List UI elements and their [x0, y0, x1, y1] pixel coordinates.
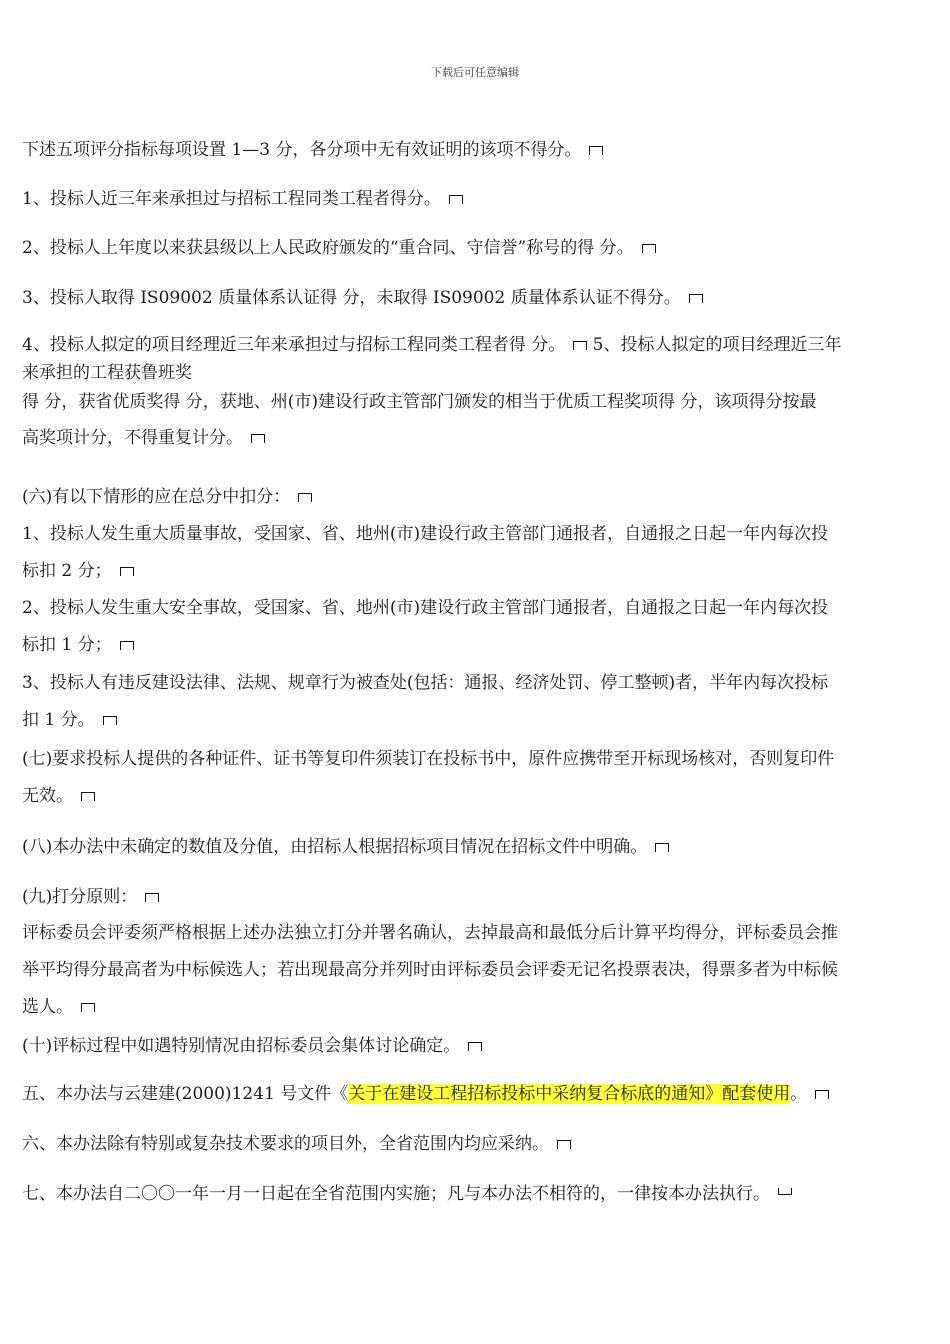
paragraph-line — [22, 553, 940, 590]
paragraph-mark-icon — [81, 1003, 95, 1012]
paragraph-mark-icon — [298, 493, 312, 502]
paragraph-deductions-heading — [22, 479, 940, 516]
paragraph-line: (七)要求投标人提供的各种证件、证书等复印件须装订在投标书中，原件应携带至开标现场核对，否则复印件 — [22, 749, 835, 769]
paragraph-line: 来承担的工程获鲁班奖 — [22, 363, 192, 383]
paragraph-mark-icon — [145, 893, 159, 902]
paragraph-item-3 — [22, 280, 940, 317]
paragraph-line — [22, 989, 940, 1026]
paragraph-text: 4、投标人拟定的项目经理近三年来承担过与招标工程同类工程者得 分。 — [22, 335, 566, 355]
paragraph-text: 3、投标人取得 IS09002 质量体系认证得 分，未取得 IS09002 质量体系认证不得分。 — [22, 288, 681, 308]
paragraph-mark-icon — [468, 1042, 482, 1051]
section-end-mark-icon — [778, 1188, 792, 1195]
paragraph-text: 选人。 — [22, 997, 73, 1017]
paragraph-text: 七、本办法自二〇〇一年一月一日起在全省范围内实施；凡与本办法不相符的，一律按本办法执行。 — [22, 1184, 770, 1204]
paragraph-mark-icon — [81, 792, 95, 801]
paragraph-mark-icon — [251, 434, 265, 443]
page-header-note: 下载后可任意编辑 — [431, 66, 519, 79]
paragraph-mark-icon — [120, 567, 134, 576]
paragraph-mark-icon — [573, 341, 587, 350]
paragraph-section-9 — [22, 879, 940, 916]
paragraph-article-5 — [22, 1076, 940, 1113]
paragraph-line — [22, 778, 940, 815]
paragraph-text: 高奖项计分，不得重复计分。 — [22, 428, 243, 448]
paragraph-line: 1、投标人发生重大质量事故，受国家、省、地州(市)建设行政主管部门通报者，自通报之日起一年内每次投 — [22, 524, 829, 544]
paragraph-text: (八)本办法中未确定的数值及分值，由招标人根据招标项目情况在招标文件中明确。 — [22, 837, 648, 857]
paragraph-deduction-1 — [22, 516, 940, 590]
highlighted-document-title: 关于在建设工程招标投标中采纳复合标底的通知》配套使用 — [348, 1084, 791, 1104]
paragraph-mark-icon — [642, 244, 656, 253]
paragraph-text: 六、本办法除有特别或复杂技术要求的项目外，全省范围内均应采纳。 — [22, 1134, 549, 1154]
paragraph-text: 无效。 — [22, 786, 73, 806]
paragraph-section-8 — [22, 829, 940, 866]
paragraph-line: 得 分，获省优质奖得 分，获地、州(市)建设行政主管部门颁发的相当于优质工程奖项得 分，该项得分按最 — [22, 392, 817, 412]
paragraph-text: 标扣 2 分； — [22, 561, 112, 581]
paragraph-line — [22, 702, 940, 739]
paragraph-item-1 — [22, 181, 940, 218]
paragraph-line — [22, 330, 940, 360]
paragraph-text: 。 — [790, 1084, 808, 1104]
paragraph-item-4-5 — [22, 330, 940, 458]
paragraph-text: (九)打分原则： — [22, 887, 138, 907]
paragraph-mark-icon — [689, 294, 703, 303]
paragraph-text: 五、本办法与云建建(2000)1241 号文件《 — [22, 1084, 349, 1104]
paragraph-mark-icon — [557, 1140, 571, 1149]
paragraph-scoring-principle — [22, 915, 940, 1026]
paragraph-article-6 — [22, 1126, 940, 1163]
paragraph-section-7 — [22, 741, 940, 815]
paragraph-mark-icon — [655, 843, 669, 852]
paragraph-text: (十)评标过程中如遇特别情况由招标委员会集体讨论确定。 — [22, 1036, 461, 1056]
paragraph-text: (六)有以下情形的应在总分中扣分： — [22, 487, 291, 507]
paragraph-line: 3、投标人有违反建设法律、法规、规章行为被查处(包括：通报、经济处罚、停工整顿)者，半年内每次投标 — [22, 673, 829, 693]
paragraph-text: 下述五项评分指标每项设置 1—3 分，各分项中无有效证明的该项不得分。 — [22, 140, 582, 160]
paragraph-deduction-2 — [22, 590, 940, 664]
paragraph-line: 评标委员会评委须严格根据上述办法独立打分并署名确认，去掉最高和最低分后计算平均得分，评标委员会推 — [22, 923, 838, 943]
paragraph-mark-icon — [103, 716, 117, 725]
paragraph-text: 2、投标人上年度以来获县级以上人民政府颁发的“重合同、守信誉”称号的得 分。 — [22, 238, 634, 258]
paragraph-mark-icon — [815, 1090, 829, 1099]
paragraph-line — [22, 418, 940, 458]
paragraph-mark-icon — [589, 146, 603, 155]
paragraph-mark-icon — [120, 641, 134, 650]
paragraph-line: 举平均得分最高者为中标候选人；若出现最高分并列时由评标委员会评委无记名投票表决，得票多者为中标候 — [22, 960, 838, 980]
paragraph-mark-icon — [449, 195, 463, 204]
paragraph-article-7 — [22, 1176, 940, 1213]
paragraph-text: 5、投标人拟定的项目经理近三年 — [587, 335, 842, 355]
paragraph-scoring-intro — [22, 132, 940, 169]
paragraph-deduction-3 — [22, 665, 940, 739]
paragraph-line: 2、投标人发生重大安全事故，受国家、省、地州(市)建设行政主管部门通报者，自通报之日起一年内每次投 — [22, 598, 829, 618]
paragraph-section-10 — [22, 1028, 940, 1065]
paragraph-line — [22, 627, 940, 664]
paragraph-item-2 — [22, 230, 940, 267]
paragraph-text: 标扣 1 分； — [22, 635, 112, 655]
paragraph-text: 1、投标人近三年来承担过与招标工程同类工程者得分。 — [22, 189, 441, 209]
paragraph-text: 扣 1 分。 — [22, 710, 95, 730]
